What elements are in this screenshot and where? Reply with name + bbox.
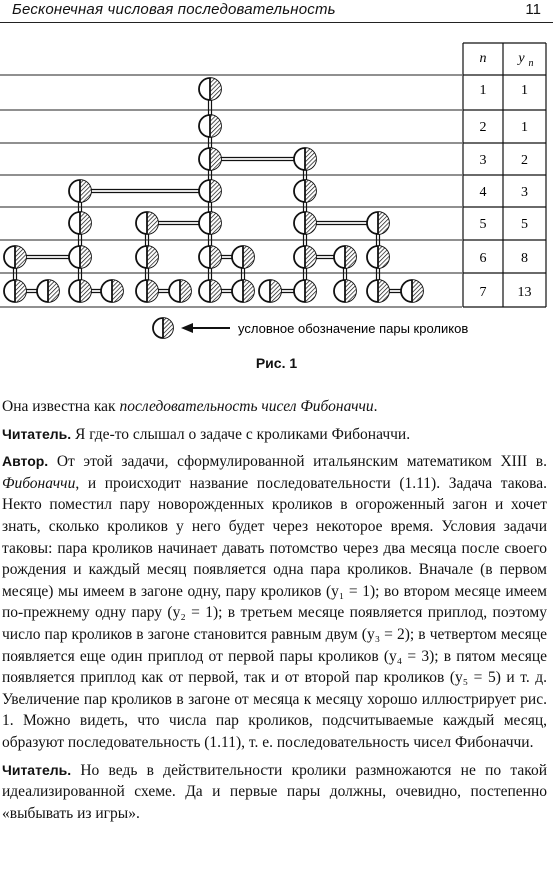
speaker-reader: Читатель. [2, 425, 72, 442]
table-cell-y: 5 [521, 217, 528, 232]
paragraph-2: Читатель. Я где-то слышал о задаче с кроликами Фибоначчи. [2, 425, 411, 443]
paragraph-4: Читатель. Но ведь в действительности кролики размножаются не по такой идеализированной схеме. Да и первые пары должны, очевидно, постепенно «выбывать из игры». [2, 761, 547, 822]
rabbit-pair-node [367, 212, 389, 234]
table-cell-y: 13 [517, 285, 532, 300]
table-cell-n: 3 [479, 153, 487, 168]
rabbit-pair-node [101, 280, 123, 302]
paragraph-1: Она известна как последовательность чисел Фибоначчи. [2, 398, 378, 415]
rabbit-pair-node [69, 212, 91, 234]
rabbit-pair-node [199, 180, 221, 202]
body-text [2, 396, 547, 824]
rabbit-pair-node [294, 212, 316, 234]
rabbit-pair-node [259, 280, 281, 302]
page-number: 11 [525, 1, 541, 18]
rabbit-pair-node [136, 280, 158, 302]
rabbit-pair-node [232, 246, 254, 268]
rabbit-pair-node [69, 180, 91, 202]
rabbit-pair-node [294, 148, 316, 170]
speaker-reader-2: Читатель. [2, 761, 72, 778]
figure-legend [153, 318, 468, 338]
table-header-y-subscript: n [528, 58, 534, 69]
rabbit-pair-node [136, 212, 158, 234]
rabbit-pair-node [401, 280, 423, 302]
rabbit-pair-node [367, 280, 389, 302]
legend-rabbit-pair-icon [153, 318, 173, 338]
table-cell-y: 3 [521, 185, 528, 200]
rabbit-pair-node [136, 246, 158, 268]
table-cell-y: 2 [521, 153, 528, 168]
header-title: Бесконечная числовая последовательность [12, 1, 336, 18]
table-header-n: n [479, 51, 487, 66]
rabbit-pair-node [199, 246, 221, 268]
rabbit-pair-node [69, 280, 91, 302]
rabbit-pair-node [199, 78, 221, 100]
table-cell-y: 8 [521, 251, 528, 266]
legend-arrow-icon [181, 323, 230, 333]
rabbit-pair-node [199, 148, 221, 170]
table-cell-y: 1 [521, 83, 528, 98]
running-header [0, 0, 553, 23]
rabbit-tree [4, 78, 423, 302]
rabbit-pair-node [334, 280, 356, 302]
rabbit-pair-node [232, 280, 254, 302]
legend-text: условное обозначение пары кроликов [238, 321, 469, 336]
rabbit-pair-node [4, 280, 26, 302]
table-cell-n: 1 [479, 83, 487, 98]
rabbit-pair-node [294, 180, 316, 202]
table-cell-n: 4 [479, 185, 487, 200]
rabbit-pair-node [199, 212, 221, 234]
table-cell-y: 1 [521, 120, 528, 135]
table-cell-n: 6 [479, 251, 487, 266]
fibonacci-table [463, 43, 546, 307]
rabbit-pair-node [294, 280, 316, 302]
fibonacci-rabbits-figure [0, 32, 553, 362]
figure-caption: Рис. 1 [255, 355, 298, 371]
rabbit-pair-node [4, 246, 26, 268]
speaker-author: Автор. [2, 453, 49, 470]
paragraph-3: Автор. От этой задачи, сформулированной итальянским математиком XIII в. Фибоначчи, и происходит название последовательности (1.11). Задача такова. Некто поместил пару новорожденных кроликов в огороженный загон и хочет знать, сколько кроликов у него будет через некоторое время. Условия задачи таковы: пара кроликов начинает давать потомство через два месяца после своего рождения и каждый месяц появляется одна пара кроликов. Вначале (в первом месяце) мы имеем в загоне одну, пару кроликов (y₁ = 1); во втором месяце имеем по-прежнему одну пару (y₂ = 1); в третьем месяце появляется приплод, поэтому число пар кроликов в загоне становится равным двум (y₃ = 2); в четвертом месяце появляется еще один приплод от первой пары кроликов (y₄ = 3); в пятом месяце появляется приплод как от первой, так и от второй пар кроликов (y₅ = 5) и т. д. Увеличение пар кроликов в загоне от месяца к месяцу хорошо иллюстрирует рис. 1. Можно видеть, что числа пар кроликов, подсчитываемые каждый месяц, образуют последовательность (1.11), т. е. последовательность чисел Фибоначчи. [2, 453, 547, 751]
rabbit-pair-node [294, 246, 316, 268]
rabbit-pair-node [69, 246, 91, 268]
table-header-y: y [518, 51, 525, 66]
rabbit-pair-node [37, 280, 59, 302]
rabbit-pair-node [334, 246, 356, 268]
rabbit-pair-node [367, 246, 389, 268]
table-cell-n: 5 [479, 217, 487, 232]
rabbit-pair-node [199, 280, 221, 302]
rabbit-pair-node [169, 280, 191, 302]
table-cell-n: 2 [479, 120, 487, 135]
table-cell-n: 7 [479, 285, 487, 300]
rabbit-pair-node [199, 115, 221, 137]
